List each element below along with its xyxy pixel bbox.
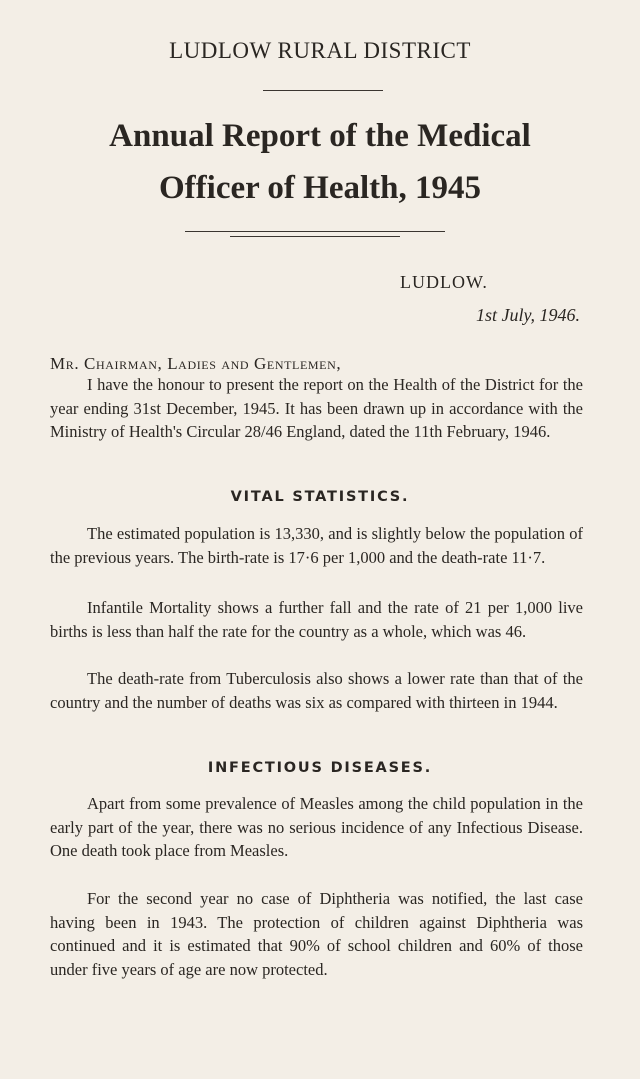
vital-statistics-paragraph-2: Infantile Mortality shows a further fall and the rate of 21 per 1,000 live births is less than half the rate for the country as a whole, which was 46.	[50, 598, 583, 641]
vital-statistics-paragraph-3: The death-rate from Tuberculosis also shows a lower rate than that of the country and the number of deaths was six as compared with thirteen in 1944.	[50, 669, 583, 712]
infectious-diseases-paragraph-2: For the second year no case of Diphtheria was notified, the last case having been in 1943. The protection of children against Diphtheria was continued and it is estimated that 90% of school children and 60% of those under five years of age are now protected.	[50, 889, 583, 979]
title-line-1: Annual Report of the Medical	[109, 118, 531, 154]
divider-double-upper	[185, 231, 445, 232]
divider-double-lower	[230, 236, 400, 237]
section-heading-infectious-diseases: INFECTIOUS DISEASES.	[207, 760, 433, 776]
title-line-2: Officer of Health, 1945	[159, 170, 481, 206]
district-name: LUDLOW RURAL DISTRICT	[169, 38, 471, 63]
infectious-diseases-paragraph-1: Apart from some prevalence of Measles among the child population in the early part of the year, there was no serious incidence of any Infectious Disease. One death took place from Measles.	[50, 794, 583, 860]
section-heading-vital-statistics: VITAL STATISTICS.	[230, 489, 410, 505]
letter-place: LUDLOW.	[400, 272, 488, 292]
salutation: Mr. Chairman, Ladies and Gentlemen,	[50, 354, 342, 373]
letter-date: 1st July, 1946.	[476, 305, 580, 325]
vital-statistics-paragraph-1: The estimated population is 13,330, and is slightly below the population of the previous years. The birth-rate is 17·6 per 1,000 and the death-rate 11·7.	[50, 524, 583, 567]
report-title	[0, 110, 640, 214]
divider-top	[263, 90, 383, 91]
intro-paragraph: I have the honour to present the report on the Health of the District for the year ending 31st December, 1945. It has been drawn up in accordance with the Ministry of Health's Circular 28/46 England, dated the 11th February, 1946.	[50, 375, 583, 441]
